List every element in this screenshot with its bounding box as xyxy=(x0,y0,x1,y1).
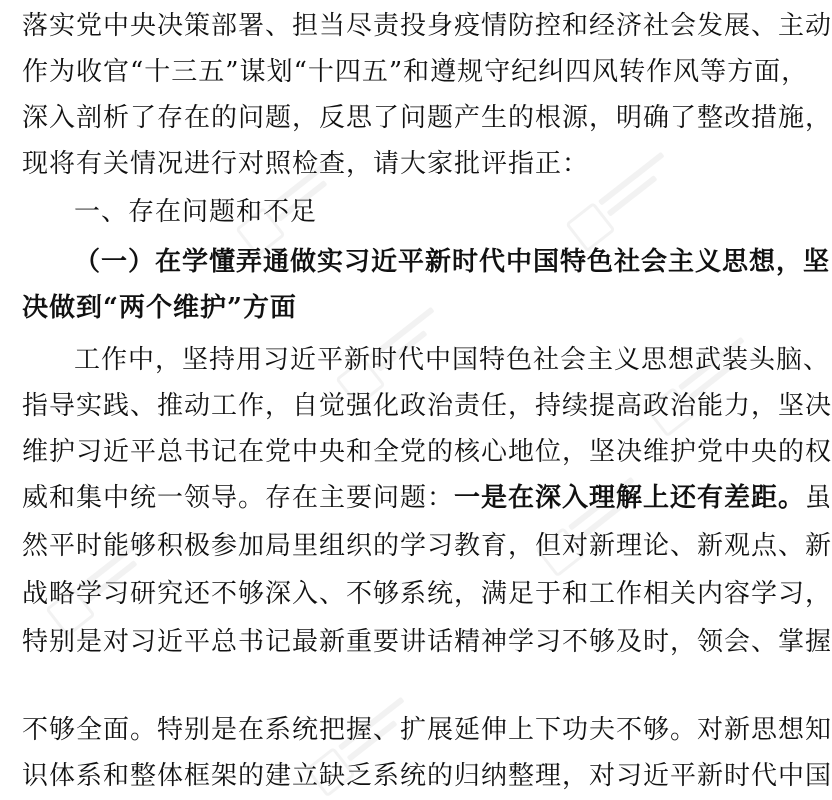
subheading-line: （一）在学懂弄通做实习近平新时代中国特色社会主义思想，坚 xyxy=(74,247,831,277)
subheading-line: 决做到“两个维护”方面 xyxy=(22,293,297,323)
body-line: 特别是对习近平总书记最新重要讲话精神学习不够及时，领会、掌握 xyxy=(22,627,832,657)
section-title: 一、存在问题和不足 xyxy=(74,197,318,227)
body-text xyxy=(22,480,805,516)
body-line: 工作中，坚持用习近平新时代中国特色社会主义思想武装头脑、 xyxy=(74,345,831,375)
body-line: 指导实践、推动工作，自觉强化政治责任，持续提高政治能力，坚决 xyxy=(22,391,832,421)
body-line: 作为收官“十三五”谋划“十四五”和遵规守纪纠四风转作风等方面， xyxy=(22,57,809,87)
body-text-tail: 虽 xyxy=(805,483,832,513)
body-line: 维护习近平总书记在党中央和全党的核心地位，坚决维护党中央的权 xyxy=(22,437,832,467)
body-line: 落实党中央决策部署、担当尽责投身疫情防控和经济社会发展、主动 xyxy=(22,11,832,41)
body-line: 战略学习研究还不够深入、不够系统，满足于和工作相关内容学习， xyxy=(22,579,832,609)
body-line xyxy=(22,480,832,516)
body-line: 然平时能够积极参加局里组织的学习教育，但对新理论、新观点、新 xyxy=(22,531,832,561)
body-line: 现将有关情况进行对照检查，请大家批评指正： xyxy=(22,149,590,179)
body-text-normal: 威和集中统一领导。存在主要问题： xyxy=(22,483,455,513)
body-line: 深入剖析了存在的问题，反思了问题产生的根源，明确了整改措施， xyxy=(22,103,832,133)
key-point-bold: 一是在深入理解上还有差距。 xyxy=(454,483,806,513)
body-line: 识体系和整体框架的建立缺乏系统的归纳整理，对习近平新时代中国 xyxy=(22,761,832,791)
body-line: 不够全面。特别是在系统把握、扩展延伸上下功夫不够。对新思想知 xyxy=(22,715,832,745)
